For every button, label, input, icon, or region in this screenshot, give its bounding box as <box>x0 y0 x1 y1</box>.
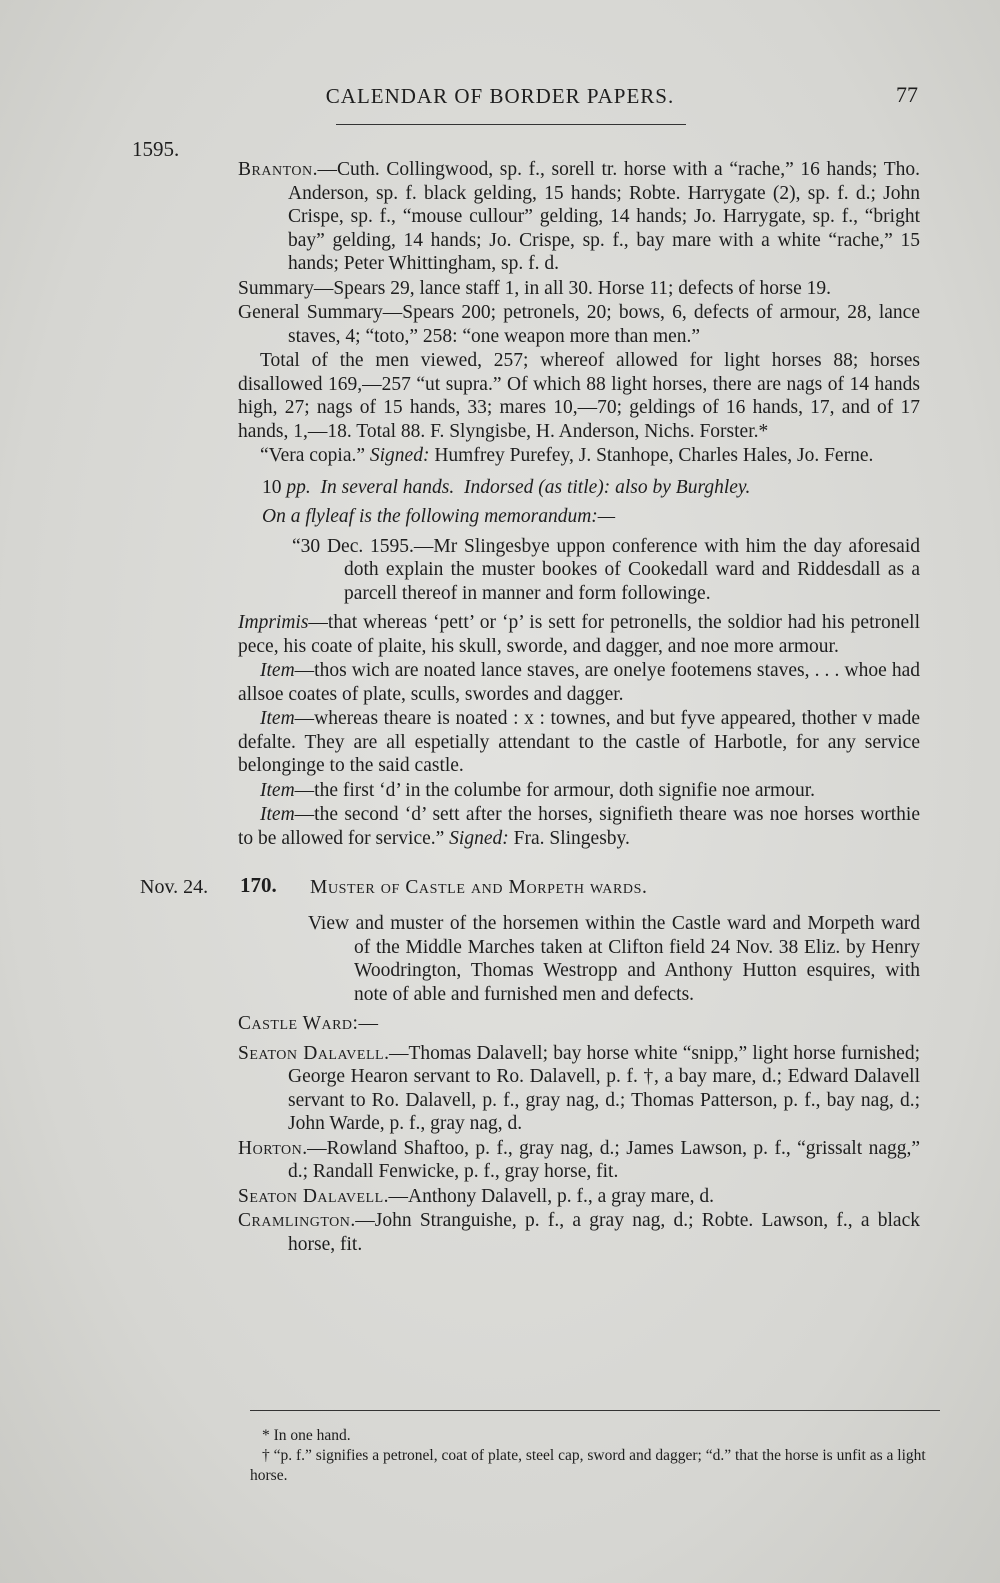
margin-year: 1595. <box>132 137 180 161</box>
item-paragraph-1: Item—thos wich are noated lance staves, are onelye footemens staves, . . . whoe had allsoe coates of plate, sculls, swordes and dagger. <box>238 660 920 705</box>
memo-quote: “30 Dec. 1595.—Mr Slingesbye uppon conference with him the day aforesaid doth explain the muster bookes of Cookedall ward and Riddesdall as a parcell thereof in manner and form followinge. <box>292 535 920 604</box>
entry-horton: Horton.—Rowland Shaftoo, p. f., gray nag, d.; James Lawson, p. f., “grissalt nagg,” d.; Randall Fenwicke, p. f., gray horse, fit. <box>238 1137 920 1182</box>
footnote-rule <box>250 1410 940 1411</box>
item-paragraph-2: Item—whereas theare is noated : x : townes, and but fyve appeared, thother v made defalte. They are all espetially attendant to the castle of Harbotle, for any service belonginge to the said castle. <box>238 708 920 776</box>
header-rule <box>336 124 686 125</box>
footnote-1: * In one hand. <box>262 1427 351 1444</box>
entry-seaton-dalavell-1: Seaton Dalavell.—Thomas Dalavell; bay horse white “snipp,” light horse furnished; George Hearon servant to Ro. Dalavell, p. f. †, a bay mare, d.; Edward Dalavell servant to Ro. Dalavell, p. f., gray nag, d.; Thomas Patterson, p. f., bay nag, d.; John Warde, p. f., gray nag, d. <box>238 1042 920 1134</box>
entry-cramlington: Cramlington.—John Stranguishe, p. f., a gray nag, d.; Robte. Lawson, f., a black horse, fit. <box>238 1210 920 1255</box>
flyleaf-note: On a flyleaf is the following memorandum:— <box>262 506 616 527</box>
castle-ward-heading: Castle Ward:— <box>238 1013 379 1034</box>
main-text <box>140 158 920 1257</box>
vera-copia-paragraph: “Vera copia.” Signed: Humfrey Purefey, J. Stanhope, Charles Hales, Jo. Ferne. <box>260 445 874 466</box>
section-heading <box>140 872 920 904</box>
section-title: Muster of Castle and Morpeth wards. <box>310 877 648 898</box>
footnotes <box>250 1426 940 1486</box>
place-name: Branton <box>238 159 313 180</box>
entry-seaton-dalavell-2: Seaton Dalavell.—Anthony Dalavell, p. f., a gray mare, d. <box>238 1185 714 1207</box>
section-date: Nov. 24. <box>140 876 209 898</box>
section-intro: View and muster of the horsemen within the Castle ward and Morpeth ward of the Middle Marches taken at Clifton field 24 Nov. 38 Eliz. by Henry Woodrington, Thomas Westropp and Anthony Hutton esquires, with note of able and furnished men and defects. <box>308 913 920 1005</box>
running-title: CALENDAR OF BORDER PAPERS. <box>325 84 675 108</box>
item-paragraph-3: Item—the first ‘d’ in the columbe for armour, doth signifie noe armour. <box>260 779 816 801</box>
pages-note: 10 pp. In several hands. Indorsed (as title): also by Burghley. <box>262 476 751 498</box>
imprimis-paragraph: Imprimis—that whereas ‘pett’ or ‘p’ is sett for petronells, the soldior had his petronell pece, his coate of plaite, his skull, sworde, and dagger, and noe more armour. <box>238 612 920 657</box>
total-men-paragraph: Total of the men viewed, 257; whereof allowed for light horses 88; horses disallowed 169,—257 “ut supra.” Of which 88 light horses, there are nags of 14 hands high, 27; nags of 15 hands, 33; mares 10,—70; geldings of 16 hands, 17, and of 17 hands, 1,—18. Total 88. F. Slyngisbe, H. Anderson, Nichs. Forster.* <box>238 350 920 442</box>
item-paragraph-4: Item—the second ‘d’ sett after the horses, signifieth theare was noe horses worthie to be allowed for service.” Signed: Fra. Slingesby. <box>238 804 920 849</box>
entry-branton: Branton.—Cuth. Collingwood, sp. f., sorell tr. horse with a “rache,” 16 hands; Tho. Anderson, sp. f. black gelding, 15 hands; Robte. Harrygate (2), sp. f. d.; John Crispe, sp. f., “mouse cullour” gelding, 14 hands; Jo. Harrygate, sp. f., “bright bay” gelding, 14 hands; Jo. Crispe, sp. f., bay mare with a white “rache,” 15 hands; Peter Whittingham, sp. f. d. <box>238 159 920 274</box>
footnote-2: † “p. f.” signifies a petronel, coat of plate, steel cap, sword and dagger; “d.” that the horse is unfit as a light horse. <box>250 1447 926 1484</box>
page-number: 77 <box>896 82 918 107</box>
summary-paragraph: Summary—Spears 29, lance staff 1, in all 30. Horse 11; defects of horse 19. <box>238 277 831 299</box>
section-number: 170. <box>240 873 277 897</box>
general-summary-paragraph: General Summary—Spears 200; petronels, 20; bows, 6, defects of armour, 28, lance staves, 4; “toto,” 258: “one weapon more than men.” <box>238 302 920 347</box>
